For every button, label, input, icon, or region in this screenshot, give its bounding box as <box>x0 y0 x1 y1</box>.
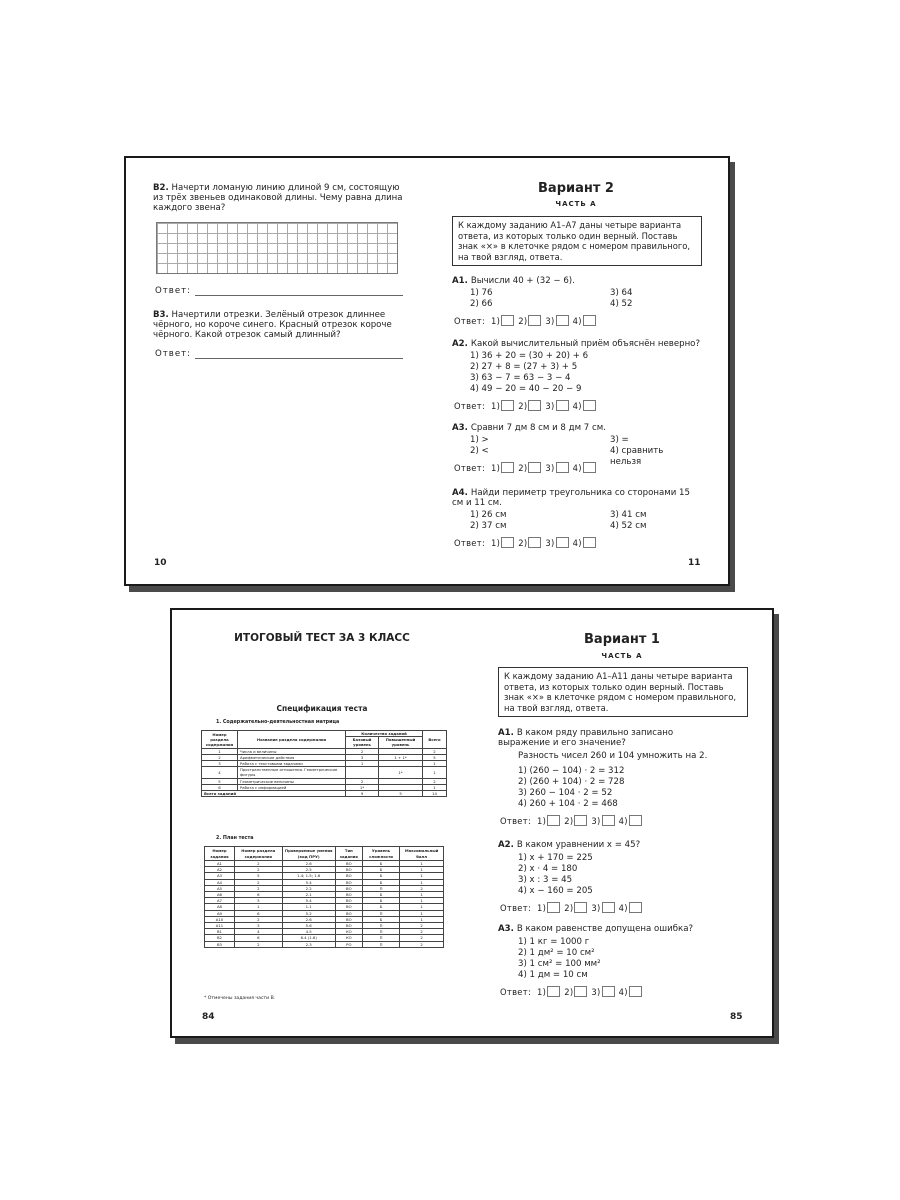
answer-option-label: 3) <box>545 315 555 326</box>
question-b3 <box>153 310 405 340</box>
options <box>470 351 695 395</box>
variant-title: Вариант 2 <box>538 181 614 196</box>
plan-cell: 2 <box>234 941 282 947</box>
plan-cell: 2 <box>400 929 444 935</box>
answer-label: Ответ: <box>454 315 491 326</box>
plan-cell: 5.4 <box>282 879 335 885</box>
plan-cell: В2 <box>205 935 235 941</box>
plan-cell: А6 <box>205 892 235 898</box>
plan-cell: ВО <box>335 910 362 916</box>
question-А2 <box>498 840 723 850</box>
answer-option: 4) 260 + 104 · 2 = 468 <box>518 799 618 809</box>
plan-cell: 1 <box>400 879 444 885</box>
plan-cell: 1 <box>400 910 444 916</box>
plan-cell: ВО <box>335 885 362 891</box>
matrix-row <box>202 791 447 797</box>
answer-option: 1) (260 − 104) · 2 = 312 <box>518 766 625 776</box>
plan-cell: КО <box>335 935 362 941</box>
plan-body <box>205 861 444 948</box>
plan-cell: П <box>362 910 399 916</box>
answer-row <box>454 315 600 326</box>
answer-checkbox-2[interactable] <box>574 902 587 913</box>
answer-option: 1) 26 см <box>470 510 507 520</box>
matrix-cell: 1 <box>346 761 379 767</box>
plan-cell: П <box>362 923 399 929</box>
plan-cell: 4.5 <box>282 929 335 935</box>
footnote: * Отмечены задания части В. <box>204 996 276 1001</box>
answer-option-label: 3) <box>591 815 601 826</box>
options <box>518 937 743 981</box>
plan-cell: В1 <box>205 929 235 935</box>
plan-cell: 6.4 (1.6) <box>282 935 335 941</box>
answer-checkbox-3[interactable] <box>556 537 569 548</box>
answer-checkbox-1[interactable] <box>501 537 514 548</box>
col-header: Номер раздела содержания <box>234 847 282 861</box>
plan-cell: 2 <box>234 867 282 873</box>
answer-option-label: 2) <box>564 815 574 826</box>
matrix-cell: 1 <box>423 784 447 790</box>
plan-cell: 3 <box>234 923 282 929</box>
matrix-cell: 14 <box>423 791 447 797</box>
answer-option: 4) х − 160 = 205 <box>518 886 593 896</box>
col-header: Повышенный уровень <box>379 737 423 748</box>
plan-cell: 6 <box>234 935 282 941</box>
plan-cell: П <box>362 885 399 891</box>
matrix-cell: 6 <box>202 784 238 790</box>
book-spread-top <box>124 156 730 586</box>
plan-title: 2. План теста <box>216 836 254 841</box>
answer-option-label: 3) <box>545 400 555 411</box>
plan-cell: 2.6 <box>282 861 335 867</box>
question-А3 <box>498 924 723 934</box>
plan-cell: 5.2 <box>282 910 335 916</box>
answer-row <box>454 462 600 473</box>
answer-checkbox-4[interactable] <box>583 400 596 411</box>
plan-cell: Б <box>362 916 399 922</box>
answer-label: Ответ: <box>500 902 537 913</box>
plan-cell: А9 <box>205 910 235 916</box>
answer-option: 4) 1 дм = 10 см <box>518 970 588 980</box>
answer-checkbox-3[interactable] <box>602 902 615 913</box>
answer-checkbox-1[interactable] <box>547 986 560 997</box>
answer-row <box>500 815 646 826</box>
matrix-row <box>202 767 447 778</box>
plan-cell: ВО <box>335 923 362 929</box>
answer-option: 2) 37 см <box>470 521 507 531</box>
answer-blank[interactable] <box>195 351 403 359</box>
plan-cell: 2.3 <box>282 941 335 947</box>
question-А1 <box>452 276 702 286</box>
answer-option-label: 4) <box>572 537 582 548</box>
question-А1 <box>498 728 723 748</box>
answer-option-label: 2) <box>518 462 528 473</box>
plan-cell: Б <box>362 904 399 910</box>
plan-cell: 1 <box>400 904 444 910</box>
page-number: 84 <box>202 1012 215 1022</box>
matrix-cell: Пространственные отношения. Геометрические фигуры <box>238 767 346 778</box>
question-number: А3. <box>498 924 517 934</box>
plan-cell: 6 <box>234 910 282 916</box>
answer-option-label: 4) <box>618 815 628 826</box>
part-label: ЧАСТЬ А <box>601 652 643 660</box>
plan-cell: ВО <box>335 898 362 904</box>
col-header: Номер раздела содержания <box>202 731 238 749</box>
part-label: ЧАСТЬ А <box>555 200 597 208</box>
answer-checkbox-3[interactable] <box>556 400 569 411</box>
answer-label: Ответ: <box>454 537 491 548</box>
answer-checkbox-3[interactable] <box>556 315 569 326</box>
answer-checkbox-4[interactable] <box>583 537 596 548</box>
question-text: В каком ряду правильно записано выражение и его значение? <box>498 728 674 748</box>
question-number: А4. <box>452 488 471 498</box>
answer-option: 3) = <box>610 435 629 445</box>
question-b2 <box>153 183 405 213</box>
variant-title: Вариант 1 <box>584 632 660 647</box>
answer-label: Ответ: <box>500 815 537 826</box>
plan-cell: Б <box>362 892 399 898</box>
answer-checkbox-3[interactable] <box>556 462 569 473</box>
matrix-cell: 3 <box>346 754 379 760</box>
col-header: Название раздела содержания <box>238 731 346 749</box>
answer-label: Ответ: <box>454 400 491 411</box>
answer-checkbox-2[interactable] <box>574 986 587 997</box>
question-text: Начерти ломаную линию длиной 9 см, состоящую из трёх звеньев одинаковой длины. Чему равна длина каждого звена? <box>153 183 403 213</box>
question-number: А2. <box>498 840 517 850</box>
plan-cell: П <box>362 929 399 935</box>
question-number: А3. <box>452 423 471 433</box>
answer-checkbox-2[interactable] <box>574 815 587 826</box>
instruction-box: К каждому заданию А1–А11 даны четыре варианта ответа, из которых только один верный. Поставь знак «×» в клеточке рядом с номером правильного, на твой взгляд, ответа. <box>498 667 748 717</box>
page-number: 85 <box>730 1012 743 1022</box>
matrix-cell: 5 <box>379 791 423 797</box>
plan-cell: 1 <box>400 861 444 867</box>
answer-checkbox-2[interactable] <box>528 400 541 411</box>
matrix-cell: Работа с информацией <box>238 784 346 790</box>
answer-checkbox-4[interactable] <box>629 986 642 997</box>
plan-cell: 2 <box>400 885 444 891</box>
matrix-cell: 2 <box>346 778 379 784</box>
plan-cell: 3 <box>234 898 282 904</box>
plan-cell: П <box>362 941 399 947</box>
answer-row <box>454 400 600 411</box>
matrix-cell: Арифметические действия <box>238 754 346 760</box>
answer-checkbox-4[interactable] <box>583 462 596 473</box>
answer-option: 4) 49 − 20 = 40 − 20 − 9 <box>470 384 582 394</box>
plan-cell: ВО <box>335 861 362 867</box>
answer-label: Ответ: <box>500 986 537 997</box>
answer-option: 3) 63 − 7 = 63 − 3 − 4 <box>470 373 571 383</box>
matrix-cell: 1 + 1* <box>379 754 423 760</box>
answer-checkbox-4[interactable] <box>629 902 642 913</box>
matrix-cell: 1 <box>202 748 238 754</box>
plan-cell: А8 <box>205 904 235 910</box>
answer-option-label: 1) <box>536 986 547 997</box>
page-number: 11 <box>688 558 701 568</box>
options <box>518 766 743 810</box>
plan-cell: А3 <box>205 873 235 879</box>
question-number: В3. <box>153 310 169 320</box>
answer-option: 1) 76 <box>470 288 493 298</box>
plan-cell: 2 <box>400 935 444 941</box>
col-header: Базовый уровень <box>346 737 379 748</box>
answer-checkbox-4[interactable] <box>583 315 596 326</box>
plan-cell: Б <box>362 898 399 904</box>
plan-cell: КО <box>335 929 362 935</box>
answer-row <box>454 537 600 548</box>
plan-cell: ВО <box>335 873 362 879</box>
plan-cell: ВО <box>335 879 362 885</box>
answer-line-b2 <box>155 286 403 296</box>
matrix-cell: 3 <box>202 761 238 767</box>
answer-blank[interactable] <box>195 288 403 296</box>
plan-cell: 1 <box>400 916 444 922</box>
matrix-cell: Работа с текстовыми задачами <box>238 761 346 767</box>
answer-option: 3) 1 см² = 100 мм² <box>518 959 601 969</box>
answer-row <box>500 986 646 997</box>
answer-checkbox-4[interactable] <box>629 815 642 826</box>
question-text: Какой вычислительный приём объяснён неверно? <box>470 339 701 349</box>
answer-option: 2) (260 + 104) · 2 = 728 <box>518 777 625 787</box>
answer-option-label: 1) <box>536 902 547 913</box>
plan-cell: А10 <box>205 916 235 922</box>
options <box>470 288 695 310</box>
options <box>518 853 743 897</box>
answer-checkbox-1[interactable] <box>547 902 560 913</box>
answer-option-label: 1) <box>490 400 501 411</box>
matrix-cell: Числа и величины <box>238 748 346 754</box>
matrix-cell: 2 <box>346 748 379 754</box>
answer-option-label: 2) <box>518 400 528 411</box>
spec-title: Спецификация теста <box>276 704 368 713</box>
col-header: Проверяемые умения (код ПРУ) <box>282 847 335 861</box>
plan-cell: А1 <box>205 861 235 867</box>
grid-paper <box>156 222 398 274</box>
answer-option: 2) 27 + 8 = (27 + 3) + 5 <box>470 362 578 372</box>
plan-cell: 1 <box>400 873 444 879</box>
plan-cell: А7 <box>205 898 235 904</box>
test-title: ИТОГОВЫЙ ТЕСТ ЗА 3 КЛАСС <box>234 632 410 644</box>
plan-cell: 2 <box>400 923 444 929</box>
answer-option-label: 3) <box>545 537 555 548</box>
question-text: Сравни 7 дм 8 см и 8 дм 7 см. <box>470 423 606 433</box>
plan-row <box>205 941 444 947</box>
question-text: Начертили отрезки. Зелёный отрезок длиннее чёрного, но короче синего. Красный отрезок короче чёрного. Какой отрезок самый длинный? <box>153 310 392 340</box>
matrix-cell: 2 <box>423 778 447 784</box>
question-number: А1. <box>498 728 517 738</box>
answer-option-label: 2) <box>564 986 574 997</box>
question-text: Вычисли 40 + (32 − 6). <box>470 276 575 286</box>
question-text: В каком уравнении х = 45? <box>516 840 641 850</box>
answer-row <box>500 902 646 913</box>
answer-option: 4) сравнить нельзя <box>610 446 664 467</box>
instruction-box: К каждому заданию А1–А7 даны четыре варианта ответа, из которых только один верный. Поставь знак «×» в клеточке рядом с номером правильного, на твой взгляд, ответа. <box>452 216 702 266</box>
col-header: Уровень сложности <box>362 847 399 861</box>
plan-cell: 2 <box>234 861 282 867</box>
answer-label: Ответ: <box>155 286 192 296</box>
plan-cell: П <box>362 935 399 941</box>
plan-cell: 6 <box>234 892 282 898</box>
answer-option-label: 1) <box>490 315 501 326</box>
matrix-cell: 2 <box>202 754 238 760</box>
plan-cell: 5 <box>234 873 282 879</box>
question-А4 <box>452 488 702 508</box>
answer-option-label: 4) <box>618 986 628 997</box>
answer-option-label: 4) <box>572 315 582 326</box>
answer-checkbox-2[interactable] <box>528 315 541 326</box>
answer-option: 4) 52 <box>610 299 633 309</box>
plan-cell: 2.5 <box>282 867 335 873</box>
col-header: Количество заданий <box>346 731 423 737</box>
col-header: Номер задания <box>205 847 235 861</box>
plan-cell: ВО <box>335 892 362 898</box>
plan-cell: А11 <box>205 923 235 929</box>
plan-cell: 2.6 <box>282 916 335 922</box>
plan-cell: ВО <box>335 916 362 922</box>
page-84 <box>172 610 472 1036</box>
question-А2 <box>452 339 702 349</box>
answer-option-label: 4) <box>618 902 628 913</box>
plan-cell: 1.1 <box>282 904 335 910</box>
answer-checkbox-3[interactable] <box>602 815 615 826</box>
answer-option-label: 4) <box>572 462 582 473</box>
plan-cell: Б <box>362 879 399 885</box>
plan-cell: 2 <box>234 879 282 885</box>
plan-cell: 2 <box>400 941 444 947</box>
plan-cell: РО <box>335 941 362 947</box>
plan-cell: 1 <box>400 867 444 873</box>
plan-cell: А4 <box>205 879 235 885</box>
answer-option: 2) 1 дм² = 10 см² <box>518 948 595 958</box>
answer-option: 3) х : 3 = 45 <box>518 875 573 885</box>
plan-cell: 2.2 <box>282 885 335 891</box>
answer-checkbox-3[interactable] <box>602 986 615 997</box>
question-number: А1. <box>452 276 471 286</box>
answer-checkbox-1[interactable] <box>547 815 560 826</box>
answer-option: 3) 260 − 104 · 2 = 52 <box>518 788 613 798</box>
plan-cell: ВО <box>335 904 362 910</box>
answer-option-label: 1) <box>490 462 501 473</box>
matrix-cell: 5 <box>202 778 238 784</box>
matrix-cell: 5 <box>423 754 447 760</box>
plan-cell: 5.4 <box>282 898 335 904</box>
answer-option-label: 3) <box>591 902 601 913</box>
plan-cell: 2 <box>234 885 282 891</box>
answer-option: 2) х · 4 = 180 <box>518 864 578 874</box>
plan-cell: 4 <box>234 929 282 935</box>
matrix-title: 1. Содержательно-деятельностная матрица <box>216 720 340 725</box>
plan-cell: Б <box>362 867 399 873</box>
question-subtext: Разность чисел 260 и 104 умножить на 2. <box>518 751 708 761</box>
col-header: Тип задания <box>335 847 362 861</box>
answer-option: 3) 64 <box>610 288 633 298</box>
plan-cell: 1 <box>234 904 282 910</box>
question-А3 <box>452 423 702 433</box>
matrix-cell: 2 <box>423 748 447 754</box>
col-header: Максимальный балл <box>400 847 444 861</box>
answer-checkbox-1[interactable] <box>501 400 514 411</box>
plan-cell: 2 <box>234 916 282 922</box>
matrix-body <box>202 748 447 797</box>
matrix-cell: 4 <box>202 767 238 778</box>
page-11 <box>426 158 732 584</box>
answer-option-label: 2) <box>564 902 574 913</box>
plan-cell: ВО <box>335 867 362 873</box>
answer-option: 1) 36 + 20 = (30 + 20) + 6 <box>470 351 589 361</box>
answer-checkbox-2[interactable] <box>528 462 541 473</box>
col-header: Всего <box>423 731 447 749</box>
answer-checkbox-1[interactable] <box>501 315 514 326</box>
options <box>470 510 695 532</box>
answer-option-label: 1) <box>490 537 501 548</box>
answer-option: 4) 52 см <box>610 521 647 531</box>
answer-option-label: 2) <box>518 315 528 326</box>
plan-cell: 1 <box>400 892 444 898</box>
plan-cell: 2.1 <box>282 892 335 898</box>
answer-option: 1) х + 170 = 225 <box>518 853 593 863</box>
question-text: В каком равенстве допущена ошибка? <box>516 924 694 934</box>
plan-cell: А2 <box>205 867 235 873</box>
answer-label: Ответ: <box>155 349 192 359</box>
plan-header-row <box>205 847 444 861</box>
answer-line-b3 <box>155 349 403 359</box>
plan-cell: Б <box>362 873 399 879</box>
page-10 <box>126 158 426 584</box>
matrix-cell: 1* <box>346 784 379 790</box>
answer-option: 2) < <box>470 446 489 456</box>
matrix-cell: Геометрические величины <box>238 778 346 784</box>
plan-cell: 5.6 <box>282 923 335 929</box>
plan-cell: 1.4; 1.5; 1.6 <box>282 873 335 879</box>
matrix-cell: 1 <box>423 761 447 767</box>
answer-checkbox-1[interactable] <box>501 462 514 473</box>
book-spread-bottom <box>170 608 774 1038</box>
content-matrix-table <box>201 730 447 797</box>
answer-option-label: 3) <box>545 462 555 473</box>
question-number: В2. <box>153 183 169 193</box>
matrix-cell: 1* <box>379 767 423 778</box>
answer-label: Ответ: <box>454 462 491 473</box>
matrix-cell: Всего заданий <box>202 791 346 797</box>
answer-option: 1) > <box>470 435 489 445</box>
plan-cell: В3 <box>205 941 235 947</box>
answer-option-label: 2) <box>518 537 528 548</box>
answer-option: 3) 41 см <box>610 510 647 520</box>
answer-option: 1) 1 кг = 1000 г <box>518 937 590 947</box>
page-85 <box>472 610 776 1036</box>
answer-option-label: 4) <box>572 400 582 411</box>
answer-option-label: 3) <box>591 986 601 997</box>
matrix-cell <box>346 767 379 778</box>
plan-cell: 1 <box>400 898 444 904</box>
test-plan-table <box>204 846 444 948</box>
page-number: 10 <box>154 558 167 568</box>
question-number: А2. <box>452 339 471 349</box>
plan-cell: А5 <box>205 885 235 891</box>
matrix-cell: 1 <box>423 767 447 778</box>
answer-option: 2) 66 <box>470 299 493 309</box>
question-text: Найди периметр треугольника со сторонами 15 см и 11 см. <box>452 488 690 508</box>
answer-option-label: 1) <box>536 815 547 826</box>
answer-checkbox-2[interactable] <box>528 537 541 548</box>
plan-cell: Б <box>362 861 399 867</box>
matrix-cell: 9 <box>346 791 379 797</box>
